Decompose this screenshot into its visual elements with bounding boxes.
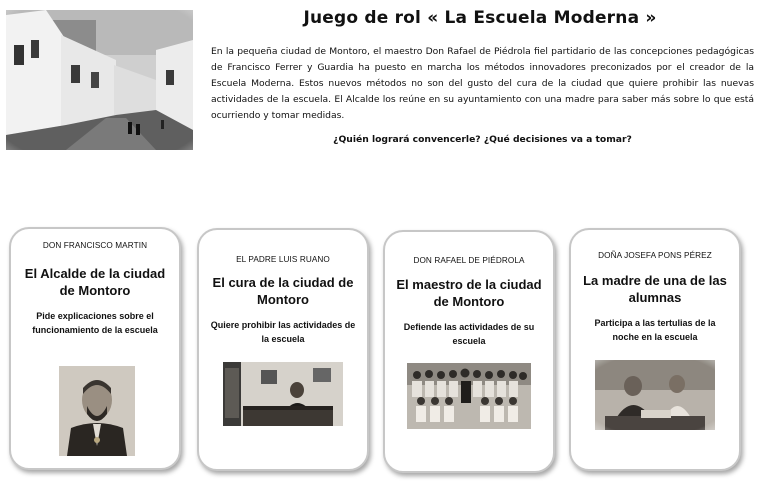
character-description: Participa a las tertulias de la noche en la escuela xyxy=(594,318,716,342)
character-card-priest[interactable] xyxy=(197,228,369,471)
character-description: Quiere prohibir las actividades de la escuela xyxy=(210,320,356,344)
hero-street-photo xyxy=(6,10,193,150)
character-description: Defiende las actividades de su escuela xyxy=(403,322,535,346)
character-name: DON FRANCISCO MARTIN xyxy=(42,241,148,250)
character-role: El Alcalde de la ciudad de Montoro xyxy=(24,266,166,298)
character-role: El cura de la ciudad de Montoro xyxy=(212,275,354,307)
priest-desk-icon xyxy=(223,362,343,426)
character-card-mayor[interactable] xyxy=(9,227,181,470)
page-title: Juego de rol « La Escuela Moderna » xyxy=(303,8,657,28)
character-card-teacher[interactable] xyxy=(383,230,555,473)
class-group-icon xyxy=(407,363,531,429)
question-text: ¿Quién logrará convencerle? ¿Qué decisiones va a tomar? xyxy=(333,134,632,145)
mayor-portrait-icon xyxy=(59,366,135,456)
character-photo xyxy=(595,360,715,430)
character-name: DOÑA JOSEFA PONS PÉREZ xyxy=(598,251,712,260)
character-name: DON RAFAEL DE PIÉDROLA xyxy=(413,256,525,265)
character-role: El maestro de la ciudad de Montoro xyxy=(396,277,542,309)
character-card-mother[interactable] xyxy=(569,228,741,471)
mother-daughter-icon xyxy=(595,360,715,430)
character-description: Pide explicaciones sobre el funcionamiento de la escuela xyxy=(32,311,158,335)
intro-paragraph: En la pequeña ciudad de Montoro, el maestro Don Rafael de Piédrola fiel partidario de las concepciones pedagógicas de Francisco Ferrer y Guardia ha puesto en marcha los métodos innovadores preconizados por el creador de la Escuela Moderna. Estos nuevos métodos no son del gusto del cura de la ciudad que quiere prohibir las nuevas actividades de la escuela. El Alcalde los reúne en su ayuntamiento con una madre para saber más sobre lo que está ocurriendo y tomar medidas. xyxy=(211,46,754,121)
character-photo xyxy=(223,362,343,426)
character-name: EL PADRE LUIS RUANO xyxy=(236,255,330,264)
character-photo xyxy=(59,366,135,456)
character-photo xyxy=(407,363,531,429)
character-role: La madre de una de las alumnas xyxy=(583,273,727,305)
street-photo-icon xyxy=(6,10,193,150)
